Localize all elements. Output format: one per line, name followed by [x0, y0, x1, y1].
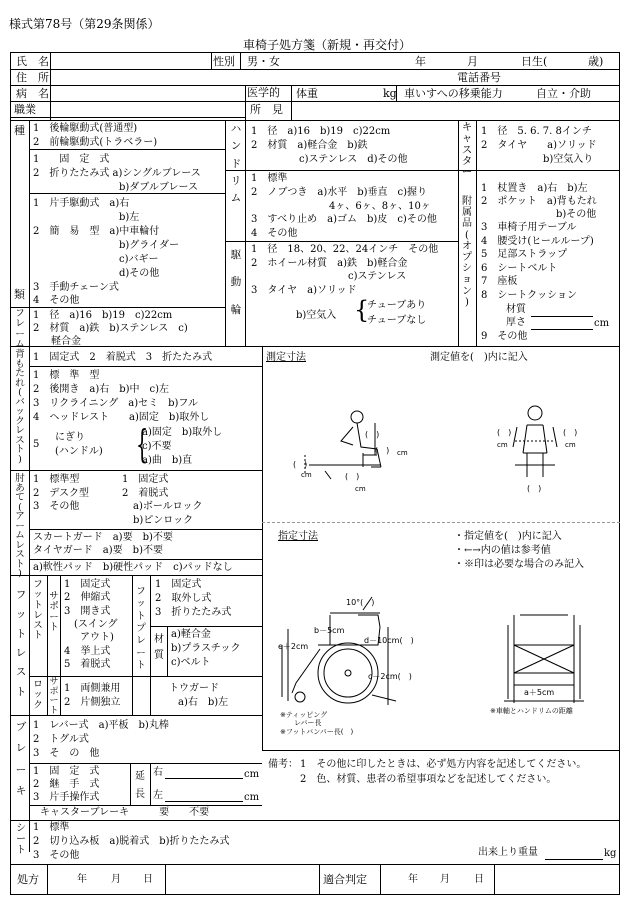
phone-label: 電話番号	[457, 71, 501, 84]
extension-right-label: 右	[153, 767, 163, 778]
armrest-line[interactable]: 2 着脱式	[122, 488, 169, 499]
accessories-label: 附 属 品 ( オ プ シ ョ ン )	[462, 196, 472, 308]
measure-label: ( )	[497, 428, 512, 437]
finished-weight-label: 出来上り重量	[478, 847, 538, 858]
frame-line[interactable]: 1 径 a)16 b)19 c)22cm	[33, 310, 173, 321]
armrest-label: 肘 あ て ( ア ー ム レ ス ト )	[15, 473, 25, 579]
type-line[interactable]: 4 その他	[33, 295, 80, 306]
remarks-line: 1 その他に印したときは、必ず処方内容を記述してください。	[300, 759, 587, 770]
accessory-line[interactable]: 8 シートクッション	[481, 290, 577, 301]
support-line[interactable]: 5 着脱式	[64, 659, 111, 670]
caster-label: キ ャ ス タ ー	[461, 121, 473, 179]
spec-label: ※フットバンパー長( )	[280, 728, 354, 735]
measure-label: cm	[497, 441, 508, 449]
spec-label: ※ティッピング	[280, 711, 328, 719]
measure-label: cm	[397, 449, 408, 457]
drive-wheel-label: 駆 動 輪	[230, 249, 242, 316]
skirt-guard[interactable]: スカートガード a)要 b)不要	[33, 532, 173, 543]
brake-line[interactable]: 2 トグル式	[33, 734, 89, 745]
handrim-line[interactable]: c)ステンレス d)その他	[299, 154, 408, 165]
extension-right-unit: cm	[244, 769, 260, 780]
type-line[interactable]: 3 手動チェーン式	[33, 282, 119, 293]
backrest-num: 5	[33, 439, 40, 450]
name-label: 氏 名	[16, 55, 49, 68]
remarks-label: 備考：	[268, 759, 298, 770]
finished-weight-unit: kg	[604, 848, 617, 859]
support-line: (スイング	[74, 619, 118, 630]
caster-line[interactable]: b)空気入り	[543, 154, 594, 165]
footplate-label: フ ッ ト プ レ ー ト	[136, 586, 146, 672]
prescription-day: 日	[143, 874, 153, 885]
measure-label: ( )	[375, 446, 390, 455]
handrim-label: ハ ン ド リ ム	[230, 123, 242, 205]
birth-month-label: 月	[467, 55, 478, 68]
form-title: 車椅子処方箋（新規・再交付）	[243, 38, 412, 52]
accessory-line[interactable]: 4 腰受け(ヒールループ)	[481, 236, 594, 247]
spec-label: c－2cm( )	[368, 672, 412, 681]
type-line[interactable]: b)ダブルブレース	[119, 182, 199, 193]
brake-line[interactable]: 3 そ の 他	[33, 748, 100, 759]
birth-day-label: 日生(	[521, 55, 548, 68]
support-line[interactable]: 4 挙上式	[64, 646, 111, 657]
armrest-line[interactable]: 3 その他	[33, 501, 80, 512]
measure-label: ( )	[345, 472, 360, 481]
footplate-line[interactable]: 2 取外し式	[155, 593, 212, 604]
accessory-line: 厚さ	[506, 317, 526, 328]
brake-line[interactable]: 1 レバー式 a)平板 b)丸棒	[33, 720, 169, 731]
backrest-line[interactable]: a)固定 b)取外し	[142, 427, 223, 438]
type-line[interactable]: 1 片手駆動式 a)右	[33, 198, 130, 209]
drive-wheel-line[interactable]: c)ステンレス	[348, 271, 407, 282]
toeguard-line[interactable]: a)右 b)左	[178, 697, 229, 708]
accessory-line[interactable]: 1 杖置き a)右 b)左	[481, 183, 588, 194]
drive-wheel-line[interactable]: b)空気入	[296, 310, 337, 321]
lock-label: ロ ッ ク	[33, 679, 43, 711]
handrim-line[interactable]: 3 すべり止め a)ゴム b)皮 c)その他	[251, 214, 437, 225]
type-label-top: 種	[14, 124, 25, 137]
accessory-line[interactable]: 7 座板	[481, 276, 518, 287]
measurement-diagram	[265, 395, 615, 505]
brake-line[interactable]: 3 片手操作式	[33, 792, 100, 803]
weight-unit: kg	[383, 87, 397, 100]
drive-wheel-line[interactable]: 3 タイヤ a)ソリッド	[251, 285, 357, 296]
handrim-line[interactable]: 4 その他	[251, 228, 298, 239]
footrest-support-label: フ ッ ト レ ス ト	[33, 579, 43, 642]
type-line[interactable]: 2 折りたたみ式 a)シングルブレース	[33, 168, 201, 179]
support-line: アウト)	[80, 632, 114, 643]
tire-guard[interactable]: タイヤガード a)要 b)不要	[33, 545, 163, 556]
handrim-line[interactable]: 4ヶ、6ヶ、8ヶ、10ヶ	[329, 201, 431, 212]
caster-brake[interactable]: キャスターブレーキ 要 不要	[40, 807, 210, 818]
backrest-line: にぎり	[55, 432, 85, 443]
drive-wheel-line[interactable]: チューブあり	[367, 300, 427, 311]
type-label-bottom: 類	[14, 288, 25, 301]
drive-wheel-line[interactable]: チューブなし	[367, 315, 427, 326]
accessory-line: 材質	[506, 304, 526, 315]
toeguard-line[interactable]: トウガード	[169, 683, 219, 694]
form-number: 様式第78号（第29条関係）	[9, 17, 160, 31]
footplate-material-label: 材質	[154, 634, 164, 661]
seat-line[interactable]: 3 その他	[33, 850, 80, 861]
armrest-line[interactable]: 1 標準型	[33, 474, 80, 485]
gender-options[interactable]: 男・女	[247, 55, 280, 68]
accessory-line[interactable]: 3 車椅子用テーブル	[481, 222, 577, 233]
brace: {	[136, 422, 149, 466]
footplate-line[interactable]: 3 折りたたみ式	[155, 607, 232, 618]
accessory-line[interactable]: 5 足部ストラップ	[481, 249, 568, 260]
extension-label: 延 長	[135, 771, 145, 800]
extension-left-label: 左	[153, 790, 163, 801]
measurement-title: 測定寸法	[266, 352, 306, 363]
transfer-label: 車いすへの移乗能力	[404, 87, 503, 100]
address-label: 住 所	[16, 71, 49, 84]
specified-title: 指定寸法	[278, 531, 318, 542]
specified-diagram	[268, 585, 613, 735]
spec-label: 10°( )	[346, 598, 375, 607]
extension-left-unit: cm	[244, 792, 260, 803]
footrest-support-sub: サ ポ ー ト	[49, 591, 59, 633]
support-line[interactable]: 1 固定式	[64, 579, 111, 590]
transfer-options[interactable]: 自立・介助	[536, 87, 591, 100]
footplate-material-line[interactable]: a)軽合金	[171, 629, 211, 640]
frame-line[interactable]: 軽合金	[51, 336, 81, 347]
backrest-line[interactable]: 4 ヘッドレスト a)固定 b)取外し	[33, 412, 210, 423]
spec-label: レバー長	[294, 719, 322, 727]
type-line[interactable]: 1 後輪駆動式(普通型)	[33, 123, 138, 134]
armrest-line[interactable]: b)ピンロック	[133, 515, 194, 526]
frame-label: フ レ ー ム	[15, 308, 25, 350]
handrim-line[interactable]: 1 径 a)16 b)19 c)22cm	[251, 126, 391, 137]
accessory-line[interactable]: b)その他	[556, 209, 597, 220]
type-line[interactable]: d)その他	[119, 268, 160, 279]
support-line[interactable]: 3 開き式	[64, 606, 111, 617]
lock-line[interactable]: 1 両側兼用	[64, 683, 121, 694]
brace: {	[354, 296, 370, 324]
armrest-line[interactable]: a)ボールロック	[133, 501, 203, 512]
specified-note: ・※印は必要な場合のみ記入	[454, 559, 584, 570]
disease-label: 病 名	[16, 87, 49, 100]
handrim-line[interactable]: 2 材質 a)軽合金 b)鉄	[251, 140, 368, 151]
type-line[interactable]: b)左	[119, 212, 140, 223]
measure-label: ( )	[527, 484, 542, 493]
backrest-line: (ハンドル)	[55, 446, 103, 457]
drive-wheel-line[interactable]: 1 径 18、20、22、24インチ その他	[251, 244, 439, 255]
spec-label: ※車軸とハンドリムの距離	[490, 707, 573, 715]
footplate-line[interactable]: 1 固定式	[155, 579, 202, 590]
measurement-note: 測定値を( )内に記入	[430, 352, 528, 363]
fit-month: 月	[440, 874, 450, 885]
type-line[interactable]: 1 固 定 式	[33, 154, 110, 165]
lock-sub: サ ポ ー ト	[49, 677, 59, 717]
spec-label: d－10cm( )	[364, 636, 414, 645]
armrest-pad[interactable]: a)軟性パッド b)硬性パッド c)パッドなし	[33, 562, 233, 573]
type-line[interactable]: b)グライダー	[119, 240, 180, 251]
accessory-line[interactable]: 6 シートベルト	[481, 263, 558, 274]
fit-year: 年	[408, 874, 418, 885]
type-line[interactable]: 2 前輪駆動式(トラベラー)	[33, 137, 158, 148]
seat-line[interactable]: 2 切り込み板 a)脱着式 b)折りたたみ式	[33, 836, 230, 847]
prescription-year: 年	[77, 874, 87, 885]
fit-day: 日	[474, 874, 484, 885]
accessory-line[interactable]: 2 ポケット a)背もたれ	[481, 196, 597, 207]
backrest-type-line[interactable]: 1 固定式 2 着脱式 3 折たたみ式	[33, 352, 213, 363]
measure-label: cm	[301, 471, 312, 479]
spec-label: e＋2cm	[278, 642, 309, 651]
age-label: 歳)	[588, 55, 604, 68]
spec-label: a＋5cm	[524, 688, 555, 697]
handrim-line[interactable]: 2 ノブつき a)水平 b)垂直 c)握り	[251, 187, 428, 198]
gender-label: 性別	[213, 55, 235, 68]
seat-line[interactable]: 1 標準	[33, 822, 70, 833]
seat-label: シ ー ト	[16, 823, 26, 856]
medical-label-1: 医学的	[247, 86, 280, 99]
footplate-material-line[interactable]: c)ベルト	[171, 657, 211, 668]
drive-wheel-line[interactable]: 2 ホイール材質 a)鉄 b)軽合金	[251, 258, 408, 269]
accessory-line: cm	[594, 318, 610, 329]
footrest-label: フ ッ ト レ ス ト	[15, 589, 27, 698]
fit-judgement-label: 適合判定	[323, 873, 367, 886]
remarks-line: 2 色、材質、患者の希望事項などを記述してください。	[300, 774, 557, 785]
measure-label: ( )	[293, 460, 308, 469]
backrest-line[interactable]: 1 標 準 型	[33, 370, 100, 381]
weight-label: 体重	[296, 87, 318, 100]
caster-line[interactable]: 1 径 5. 6. 7. 8インチ	[481, 126, 592, 137]
measure-label: cm	[355, 485, 366, 493]
measure-label: ( )	[365, 430, 380, 439]
spec-label: b－5cm	[314, 626, 345, 635]
brake-line[interactable]: 2 継 手 式	[33, 779, 100, 790]
measure-label: cm	[565, 441, 576, 449]
prescription-label: 処方	[17, 873, 39, 886]
backrest-line[interactable]: 2 後開き a)右 b)中 c)左	[33, 384, 170, 395]
armrest-line[interactable]: 2 デスク型	[33, 488, 89, 499]
frame-line[interactable]: 2 材質 a)鉄 b)ステンレス c)	[33, 323, 188, 334]
armrest-line[interactable]: 1 固定式	[122, 474, 169, 485]
accessory-line[interactable]: 9 その他	[481, 331, 528, 342]
type-line[interactable]: 2 簡 易 型 a)中車輪付	[33, 226, 160, 237]
birth-year-label: 年	[415, 55, 426, 68]
specified-note: ・←→内の値は参考値	[454, 545, 551, 556]
handrim-line[interactable]: 1 標準	[251, 173, 288, 184]
measure-label: ( )	[563, 428, 578, 437]
specified-note: ・指定値を( )内に記入	[454, 531, 562, 542]
lock-line[interactable]: 2 片側独立	[64, 697, 121, 708]
footplate-material-line[interactable]: b)プラスチック	[171, 643, 241, 654]
job-label: 職業	[14, 103, 36, 116]
prescription-month: 月	[111, 874, 121, 885]
backrest-line[interactable]: c)不要	[142, 441, 172, 452]
brake-label: ブ レ ー キ	[15, 721, 27, 797]
type-line[interactable]: c)バギー	[119, 254, 159, 265]
brake-line[interactable]: 1 固 定 式	[33, 766, 100, 777]
backrest-line[interactable]: 3 リクライニング a)セミ b)フル	[33, 398, 199, 409]
caster-line[interactable]: 2 タイヤ a)ソリッド	[481, 140, 597, 151]
support-line[interactable]: 2 伸縮式	[64, 592, 111, 603]
backrest-line[interactable]: a)曲 b)直	[142, 455, 193, 466]
medical-label-2: 所 見	[250, 103, 283, 116]
backrest-label: 背 も た れ ( バ ッ ク レ ス ト )	[15, 349, 25, 465]
